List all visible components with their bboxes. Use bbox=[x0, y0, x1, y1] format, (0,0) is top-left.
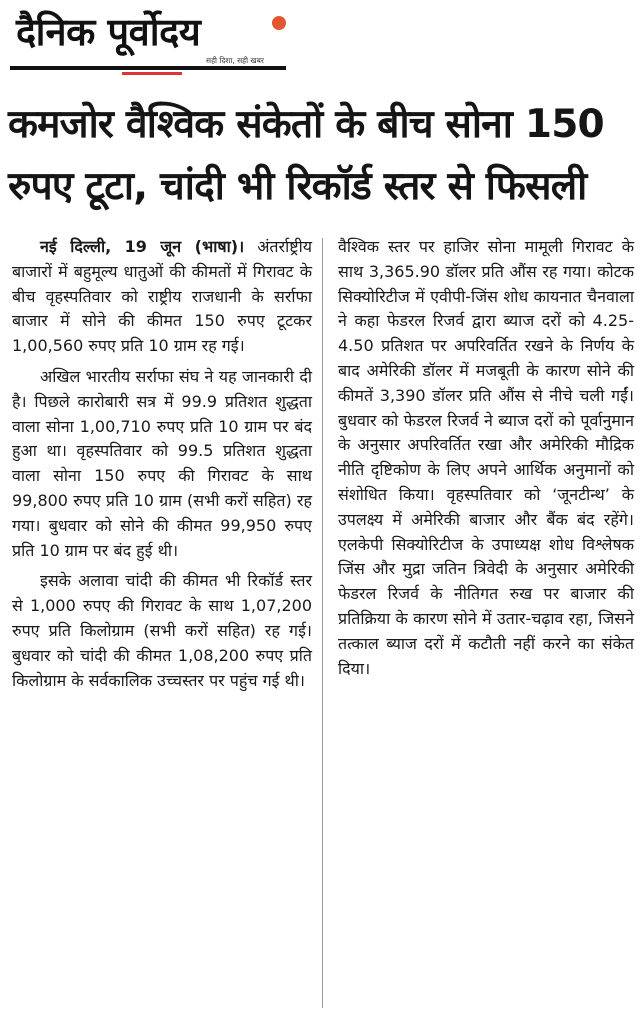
headline-line-2: रुपए टूटा, चांदी भी रिकॉर्ड स्तर से फिसली bbox=[8, 164, 587, 209]
article-column-left bbox=[12, 235, 312, 699]
article-column-right bbox=[338, 235, 634, 687]
article-paragraph-1 bbox=[12, 235, 312, 359]
masthead-accent-rule bbox=[122, 72, 182, 75]
newspaper-logo: दैनिक पूर्वोदय bbox=[16, 10, 201, 54]
article-paragraph-4: वैश्विक स्तर पर हाजिर सोना मामूली गिरावट के साथ 3,365.90 डॉलर प्रति औंस रह गया। कोटक सिक्योरिटीज में एवीपी-जिंस शोध कायनात चैनवाला ने कहा फेडरल रिजर्व द्वारा ब्याज दरों को 4.25-4.50 प्रतिशत पर अपरिवर्तित रखने के निर्णय के बाद अमेरिकी डॉलर में मजबूती के कारण सोने की कीमतें 3,390 डॉलर प्रति औंस से नीचे चली गईं। बुधवार को फेडरल रिजर्व ने ब्याज दरों को पूर्वानुमान के अनुसार अपरिवर्तित रखा और अमेरिकी मौद्रिक नीति दृष्टिकोण के लिए अपने आर्थिक अनुमानों को संशोधित किया। वृहस्पतिवार को ‘जूनटीन्थ’ के उपलक्ष्य में अमेरिकी बाजार और बैंक बंद रहेंगे। एलकेपी सिक्योरिटीज के उपाध्यक्ष शोध विश्लेषक जिंस और मुद्रा जतिन त्रिवेदी के अनुसार अमेरिकी फेडरल रिजर्व के नीतिगत रुख पर बाजार की प्रतिक्रिया के कारण सोने में उतार-चढ़ाव रहा, जिसने तत्काल ब्याज दरों में कटौती नहीं करने का संकेत दिया। bbox=[338, 237, 634, 678]
article-paragraph-2: अखिल भारतीय सर्राफा संघ ने यह जानकारी दी है। पिछले कारोबारी सत्र में 99.9 प्रतिशत शुद्धता वाला सोना 1,00,710 रुपए प्रति 10 ग्राम पर बंद हुआ था। वृहस्पतिवार को 99.5 प्रतिशत शुद्धता वाला सोना 150 रुपए की गिरावट के साथ 99,800 रुपए प्रति 10 ग्राम (सभी करों सहित) रह गया। बुधवार को सोने की कीमत 99,950 रुपए प्रति 10 ग्राम पर बंद हुई थी। bbox=[12, 366, 312, 560]
article-paragraph-3: इसके अलावा चांदी की कीमत भी रिकॉर्ड स्तर से 1,000 रुपए की गिरावट के साथ 1,07,200 रुपए प्रति किलोग्राम (सभी करों सहित) रह गई। बुधवार को चांदी की कीमत 1,08,200 रुपए प्रति किलोग्राम के सर्वकालिक उच्चस्तर पर पहुंच गई थी। bbox=[12, 571, 312, 690]
headline-line-1: कमजोर वैश्विक संकेतों के बीच सोना 150 bbox=[8, 102, 604, 147]
masthead bbox=[10, 6, 290, 72]
column-divider bbox=[322, 238, 323, 1008]
headline bbox=[8, 94, 636, 218]
masthead-rule bbox=[10, 66, 286, 70]
tagline: सही दिशा, सही खबर bbox=[206, 56, 264, 65]
paragraph-1-text: अंतर्राष्ट्रीय बाजारों में बहुमूल्य धातुओं की कीमतों में गिरावट के बीच वृहस्पतिवार को राष्ट्रीय राजधानी के सर्राफा बाजार में सोने की कीमत 150 रुपए टूटकर 1,00,560 रुपए प्रति 10 ग्राम रह गई। bbox=[12, 237, 313, 356]
dateline: नई दिल्ली, 19 जून (भाषा)। bbox=[40, 237, 245, 256]
logo-dot-icon bbox=[272, 16, 286, 30]
